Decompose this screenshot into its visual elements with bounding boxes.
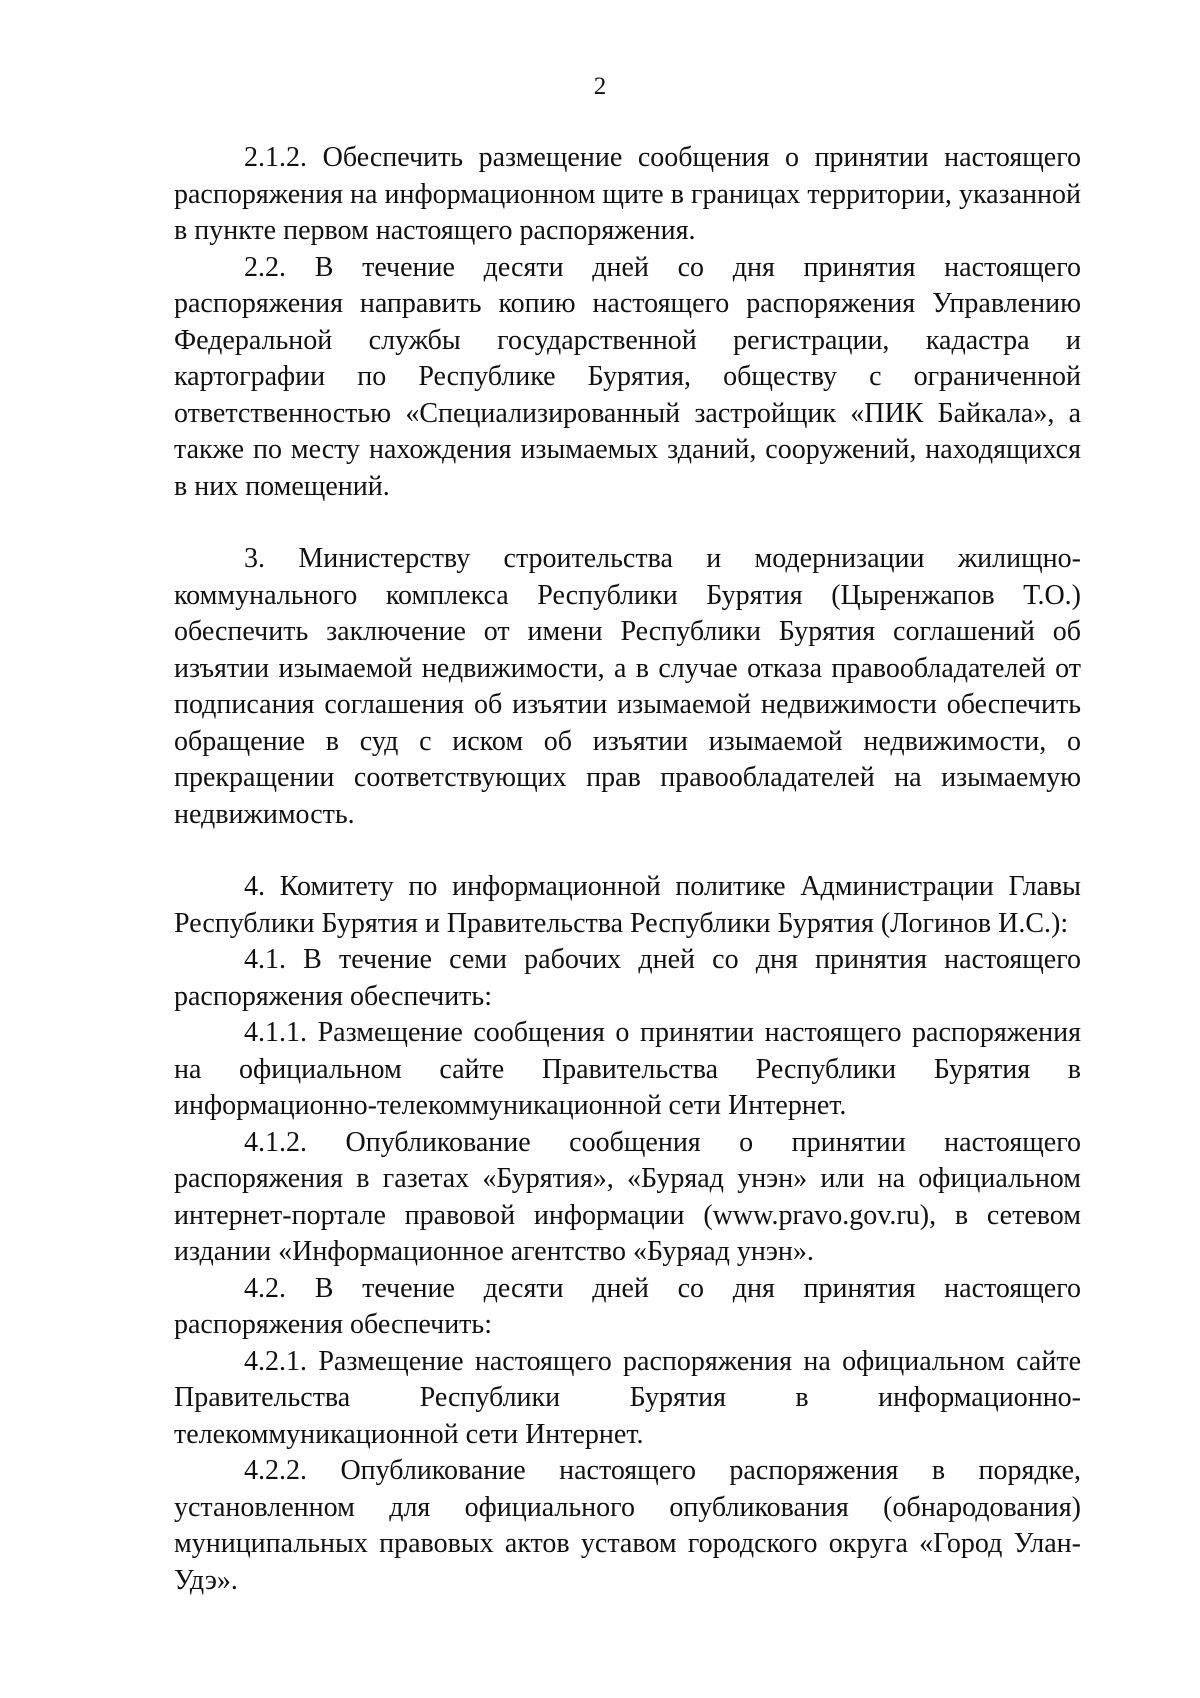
paragraph-3: 3. Министерству строительства и модернизации жилищно-коммунального комплекса Республики Бурятия (Цыренжапов Т.О.) обеспечить заключение от имени Республики Бурятия соглашений об изъятии изымаемой недвижимости, а в случае отказа правообладателей от подписания соглашения об изъятии изымаемой недвижимости обеспечить обращение в суд с иском об изъятии изымаемой недвижимости, о прекращении соответствующих прав правообладателей на изымаемую недвижимость. (174, 543, 1081, 830)
document-body (174, 140, 1081, 1599)
paragraph-4-2-2: 4.2.2. Опубликование настоящего распоряжения в порядке, установленном для официального опубликования (обнародования) муниципальных правовых актов уставом городского округа «Город Улан-Удэ». (174, 1455, 1081, 1596)
paragraph-2-1-2: 2.1.2. Обеспечить размещение сообщения о принятии настоящего распоряжения на информационном щите в границах территории, указанной в пункте первом настоящего распоряжения. (174, 142, 1081, 246)
paragraph-4: 4. Комитету по информационной политике Администрации Главы Республики Бурятия и Правительства Республики Бурятия (Логинов И.С.): (174, 871, 1081, 939)
paragraph-4-1-2: 4.1.2. Опубликование сообщения о принятии настоящего распоряжения в газетах «Бурятия», «Буряад унэн» или на официальном интернет-портале правовой информации (www.pravo.gov.ru), в сетевом издании «Информационное агентство «Буряад унэн». (174, 1126, 1081, 1267)
page-number: 2 (593, 73, 607, 100)
paragraph-2-2: 2.2. В течение десяти дней со дня принятия настоящего распоряжения направить копию настоящего распоряжения Управлению Федеральной службы государственной регистрации, кадастра и картографии по Республике Бурятия, обществу с ограниченной ответственностью «Специализированный застройщик «ПИК Байкала», а также по месту нахождения изымаемых зданий, сооружений, находящихся в них помещений. (174, 251, 1081, 502)
paragraph-4-1-1: 4.1.1. Размещение сообщения о принятии настоящего распоряжения на официальном сайте Правительства Республики Бурятия в информационно-телекоммуникационной сети Интернет. (174, 1017, 1081, 1121)
paragraph-4-2: 4.2. В течение десяти дней со дня принятия настоящего распоряжения обеспечить: (174, 1272, 1081, 1340)
paragraph-4-1: 4.1. В течение семи рабочих дней со дня принятия настоящего распоряжения обеспечить: (174, 944, 1081, 1012)
paragraph-4-2-1: 4.2.1. Размещение настоящего распоряжения на официальном сайте Правительства Республики Бурятия в информационно-телекоммуникационной сети Интернет. (174, 1345, 1081, 1450)
